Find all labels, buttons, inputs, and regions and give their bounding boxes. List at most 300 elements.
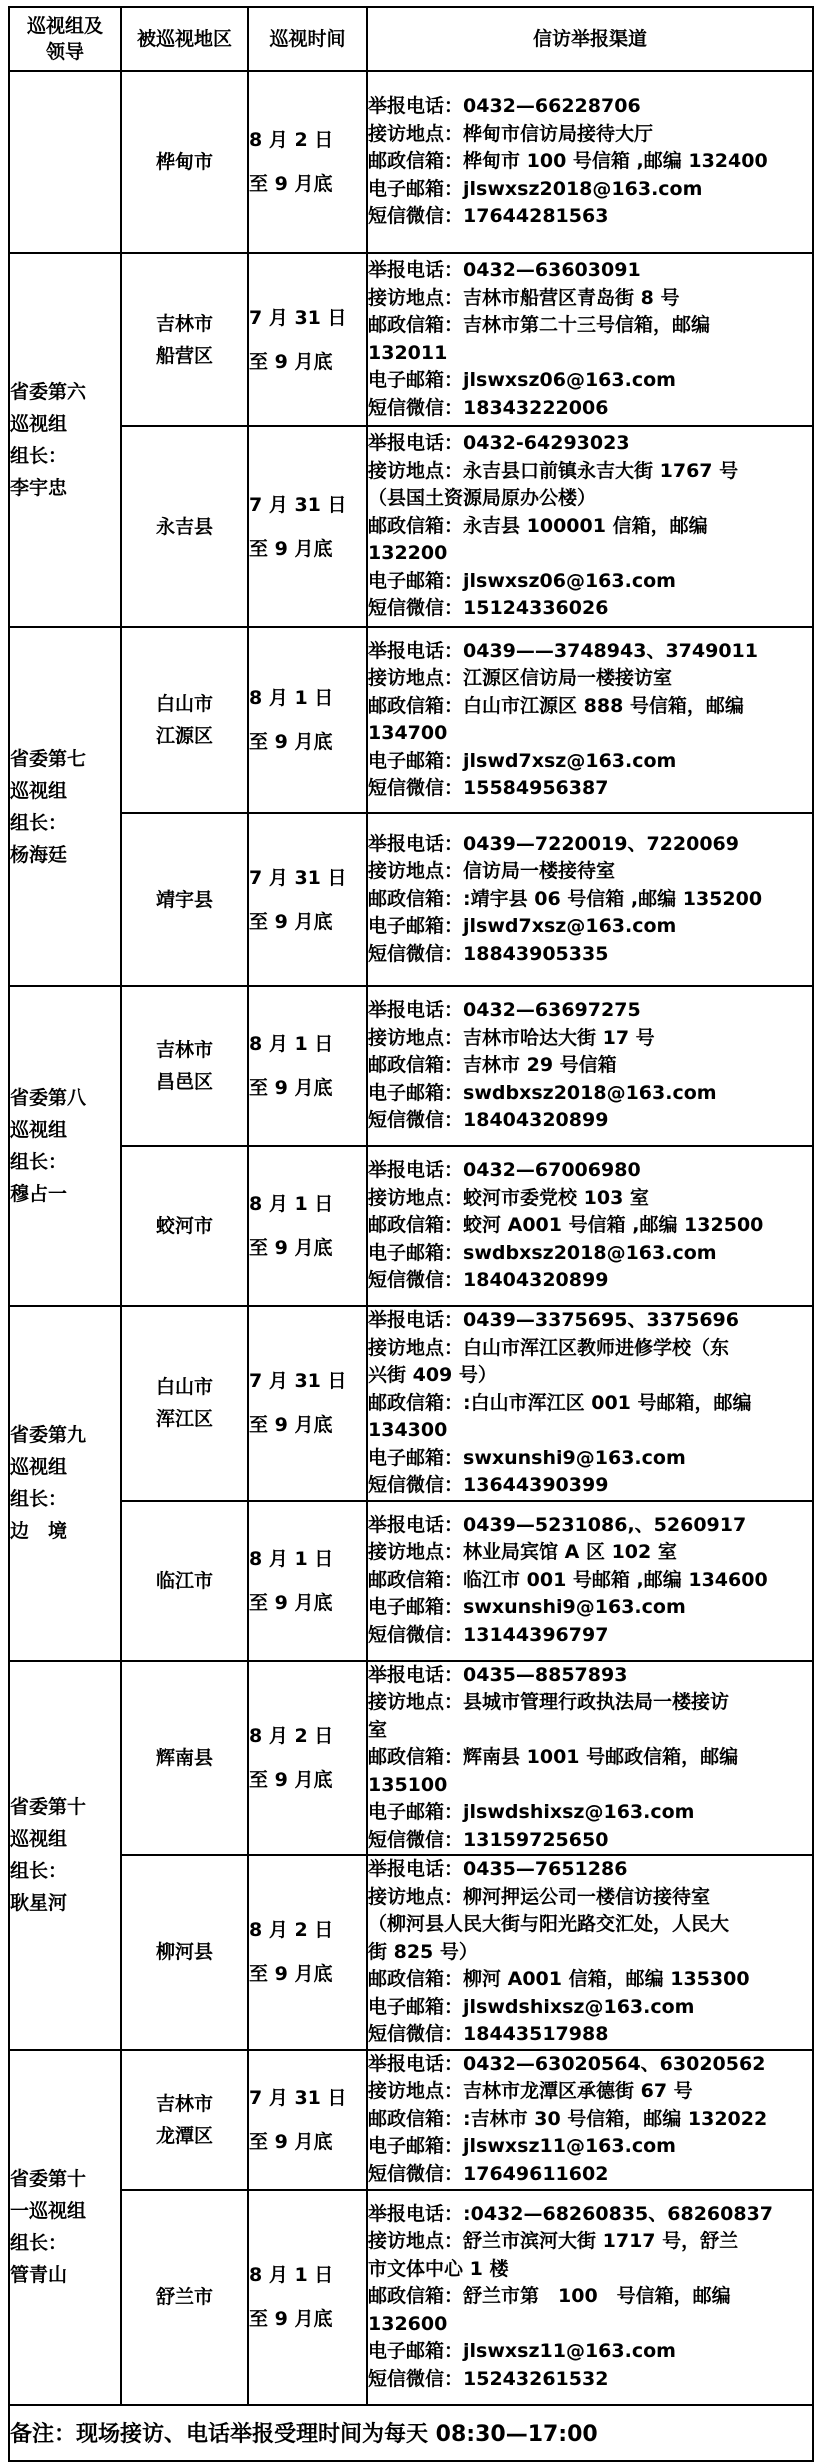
channel-value: jlswxsz06@163.com: [463, 369, 676, 391]
channels-cell: [367, 627, 813, 813]
region-name-line: 白山市: [155, 693, 213, 715]
channel-value: 信访局一楼接待室: [463, 860, 616, 883]
channel-line: [368, 1567, 812, 1595]
channel-label: 短信微信：: [368, 396, 464, 419]
channel-value: 17649611602: [463, 2162, 609, 2185]
channel-value: 0432—66228706: [463, 95, 641, 118]
channel-value: 13644390399: [463, 1474, 609, 1496]
region-cell: [121, 1661, 248, 1856]
channel-value: 舒兰市滨河大街 1717 号，舒兰: [463, 2230, 739, 2253]
inspection-group-cell: [9, 986, 121, 1306]
channel-value: swxunshi9@163.com: [463, 1446, 686, 1469]
channel-label: 举报电话：: [368, 432, 464, 455]
channel-line: [368, 1622, 812, 1650]
channel-label: 举报电话：: [368, 639, 464, 662]
region-name-line: 昌邑区: [155, 1071, 213, 1093]
channel-value: jlswxsz06@163.com: [463, 569, 676, 592]
channels-cell: [367, 1146, 813, 1306]
region-name-line: 靖宇县: [155, 888, 213, 911]
channel-label: 短信微信：: [368, 2367, 464, 2390]
channel-value: 白山市浑江区教师进修学校（东: [463, 1336, 730, 1359]
time-cell: [248, 1146, 367, 1306]
channel-value: 0435—7651286: [463, 1858, 628, 1880]
channel-line: [368, 1052, 812, 1080]
end-date: 至 9 月底: [249, 731, 333, 753]
channel-line: [368, 1744, 812, 1772]
channel-label: 电子邮箱：: [368, 1801, 464, 1823]
channel-label: 接访地点：: [368, 860, 464, 883]
channel-value: 蛟河 A001 号信箱 ,邮编 132500: [463, 1214, 764, 1237]
region-cell: [121, 2050, 248, 2190]
time-cell: [248, 253, 367, 426]
header-region: 被巡视地区: [121, 7, 248, 71]
channels-cell: [367, 1661, 813, 1856]
channel-line-continued: 134300: [368, 1419, 448, 1441]
channels-cell: [367, 2190, 813, 2405]
channel-label: 邮政信箱：: [368, 887, 464, 910]
channel-value: 18404320899: [463, 1269, 609, 1292]
channel-value: 13159725650: [463, 1828, 609, 1851]
start-date: 8 月 1 日: [249, 1193, 334, 1215]
group-leader-line: 组长：: [10, 1488, 68, 1511]
table-row: [9, 986, 813, 1146]
table-row: [9, 253, 813, 426]
channel-label: 邮政信箱：: [368, 2285, 464, 2308]
group-leader-line: 边 境: [10, 1520, 68, 1543]
start-date: 7 月 31 日: [249, 306, 347, 329]
time-cell: [248, 71, 367, 253]
group-leader-line: 巡视组: [10, 779, 68, 802]
channel-value: 15584956387: [463, 777, 609, 799]
group-leader-line: 省委第九: [10, 1424, 87, 1447]
inspection-group-cell: [9, 2050, 121, 2405]
channel-line-continued: 市文体中心 1 楼: [368, 2257, 509, 2280]
channel-line: [368, 395, 812, 423]
channel-value: 15243261532: [463, 2367, 609, 2390]
channel-value: 18404320899: [463, 1109, 609, 1132]
channel-line: [368, 93, 812, 121]
start-date: 8 月 1 日: [249, 687, 334, 709]
region-name-line: 船营区: [155, 344, 213, 367]
region-cell: [121, 1306, 248, 1501]
channel-line: [368, 1025, 812, 1053]
channel-value: jlswxsz2018@163.com: [463, 177, 703, 200]
channel-line: [368, 1994, 812, 2022]
table-body: [9, 71, 813, 2405]
channel-line: [368, 638, 812, 666]
channel-value: jlswdshixsz@163.com: [463, 1801, 695, 1823]
channel-value: 0432—63697275: [463, 999, 641, 1022]
channel-label: 短信微信：: [368, 777, 464, 799]
channel-line: [368, 203, 812, 231]
note-text: 备注：现场接访、电话举报受理时间为每天 08:30—17:00: [9, 2405, 813, 2461]
channel-line: [368, 1856, 812, 1884]
channel-label: 短信微信：: [368, 1109, 464, 1132]
channel-label: 接访地点：: [368, 1541, 464, 1564]
region-cell: [121, 986, 248, 1146]
channel-label: 接访地点：: [368, 1336, 464, 1359]
channel-line: [368, 430, 812, 458]
channel-label: 举报电话：: [368, 999, 464, 1022]
channel-value: :0432—68260835、68260837: [463, 2202, 774, 2225]
channel-value: 柳河 A001 信箱，邮编 135300: [463, 1968, 750, 1990]
channel-label: 邮政信箱：: [368, 514, 464, 537]
channel-value: 吉林市 29 号信箱: [463, 1054, 617, 1077]
group-leader-line: 组长：: [10, 1860, 68, 1882]
channel-line-continued: （柳河县人民大街与阳光路交汇处，人民大: [368, 1913, 730, 1935]
end-date: 至 9 月底: [249, 1768, 333, 1791]
group-leader-line: 李宇忠: [10, 477, 68, 499]
region-cell: [121, 627, 248, 813]
time-cell: [248, 2050, 367, 2190]
channel-label: 举报电话：: [368, 1858, 464, 1880]
channel-value: 林业局宾馆 A 区 102 室: [463, 1541, 677, 1564]
channel-line: [368, 2078, 812, 2106]
channel-value: :白山市浑江区 001 号邮箱，邮编: [463, 1391, 752, 1414]
time-cell: [248, 2190, 367, 2405]
channel-label: 邮政信箱：: [368, 1746, 464, 1768]
table-row: [9, 426, 813, 627]
channel-label: 短信微信：: [368, 1623, 464, 1646]
channel-line: [368, 176, 812, 204]
channel-label: 接访地点：: [368, 2080, 464, 2103]
channel-value: :吉林市 30 号信箱，邮编 132022: [463, 2107, 768, 2130]
end-date: 至 9 月底: [249, 537, 333, 560]
channel-line: [368, 1884, 812, 1912]
channel-value: 永吉县口前镇永吉大街 1767 号: [463, 459, 739, 482]
channel-line: [368, 858, 812, 886]
start-date: 7 月 31 日: [249, 493, 347, 516]
group-leader-line: 巡视组: [10, 1828, 68, 1850]
channel-label: 邮政信箱：: [368, 694, 464, 717]
channel-value: 白山市江源区 888 号信箱，邮编: [463, 694, 744, 717]
channel-line: [368, 2021, 812, 2049]
start-date: 8 月 2 日: [249, 1919, 334, 1942]
channel-line-continued: 135100: [368, 1773, 448, 1796]
channel-label: 短信微信：: [368, 205, 464, 228]
header-channels: 信访举报渠道: [367, 7, 813, 71]
channel-label: 电子邮箱：: [368, 915, 464, 938]
channel-line: [368, 2161, 812, 2189]
region-cell: [121, 253, 248, 426]
group-leader-line: 组长：: [10, 2232, 68, 2254]
channel-line: [368, 886, 812, 914]
start-date: 8 月 1 日: [249, 1547, 334, 1570]
channel-value: 蛟河市委党校 103 室: [463, 1186, 649, 1209]
channel-value: 永吉县 100001 信箱，邮编: [463, 514, 708, 537]
channel-value: 18343222006: [463, 396, 609, 419]
group-leader-line: 省委第十: [10, 2168, 87, 2190]
time-cell: [248, 1855, 367, 2050]
region-name-line: 辉南县: [155, 1746, 213, 1769]
channel-label: 举报电话：: [368, 1513, 464, 1536]
channel-label: 电子邮箱：: [368, 749, 464, 772]
header-group-leader-line1: 巡视组及: [26, 15, 103, 37]
table-row: [9, 1146, 813, 1306]
channel-label: 邮政信箱：: [368, 314, 464, 336]
channel-value: swxunshi9@163.com: [463, 1596, 686, 1619]
channel-line: [368, 2366, 812, 2394]
time-cell: [248, 627, 367, 813]
channel-line: [368, 595, 812, 623]
channel-value: 0439—5231086,、5260917: [463, 1513, 747, 1536]
end-date: 至 9 月底: [249, 1077, 333, 1099]
group-leader-line: 省委第十: [10, 1796, 87, 1818]
inspection-group-cell: [9, 71, 121, 253]
group-leader-line: 巡视组: [10, 1119, 68, 1141]
inspection-group-cell: [9, 1661, 121, 2050]
channel-line: [368, 513, 812, 541]
channel-value: 临江市 001 号邮箱 ,邮编 134600: [463, 1568, 768, 1591]
channels-cell: [367, 2050, 813, 2190]
region-name-line: 江源区: [155, 725, 213, 747]
channel-line-continued: （县国土资源局原办公楼）: [368, 487, 597, 510]
channel-line-continued: 132011: [368, 341, 448, 364]
channel-value: jlswdshixsz@163.com: [463, 1995, 695, 2018]
group-leader-line: 省委第七: [10, 747, 87, 770]
channel-line: [368, 1335, 812, 1363]
channel-value: jlswd7xsz@163.com: [463, 749, 677, 772]
channel-line: [368, 1662, 812, 1690]
channel-value: 吉林市第二十三号信箱，邮编: [463, 314, 711, 336]
channel-line: [368, 913, 812, 941]
channel-label: 电子邮箱：: [368, 1241, 464, 1264]
channel-line: [368, 2051, 812, 2079]
channel-label: 举报电话：: [368, 95, 464, 118]
channel-line: [368, 775, 812, 803]
channel-line-continued: 132200: [368, 542, 448, 565]
channel-line: [368, 1390, 812, 1418]
group-leader-line: 组长：: [10, 1151, 68, 1173]
channel-label: 接访地点：: [368, 1026, 464, 1049]
end-date: 至 9 月底: [249, 2130, 333, 2153]
region-name-line: 临江市: [155, 1569, 213, 1592]
table-row: [9, 1855, 813, 2050]
table-row: [9, 813, 813, 986]
region-cell: [121, 1501, 248, 1661]
channel-line: [368, 2228, 812, 2256]
channel-value: jlswxsz11@163.com: [463, 2135, 676, 2158]
channel-value: swdbxsz2018@163.com: [463, 1241, 717, 1264]
end-date: 至 9 月底: [249, 350, 333, 373]
inspection-table: [8, 6, 814, 2462]
channel-line: [368, 1827, 812, 1855]
channel-label: 短信微信：: [368, 2023, 464, 2045]
channel-line: [368, 1212, 812, 1240]
region-name-line: 桦甸市: [155, 151, 213, 173]
end-date: 至 9 月底: [249, 1237, 333, 1259]
end-date: 至 9 月底: [249, 1591, 333, 1614]
channel-line: [368, 367, 812, 395]
channel-line: [368, 1539, 812, 1567]
channel-label: 举报电话：: [368, 2052, 464, 2075]
channel-label: 电子邮箱：: [368, 569, 464, 592]
channel-line-continued: 街 825 号）: [368, 1940, 478, 1963]
group-leader-line: 穆占一: [10, 1183, 68, 1205]
channel-value: 0439——3748943、3749011: [463, 639, 758, 662]
end-date: 至 9 月底: [249, 910, 333, 933]
channel-label: 接访地点：: [368, 459, 464, 482]
table-row: [9, 1501, 813, 1661]
channel-label: 邮政信箱：: [368, 1568, 464, 1591]
time-cell: [248, 1661, 367, 1856]
region-cell: [121, 71, 248, 253]
channel-label: 电子邮箱：: [368, 1081, 464, 1104]
channel-value: 桦甸市 100 号信箱 ,邮编 132400: [463, 150, 768, 173]
group-leader-line: 省委第八: [10, 1087, 87, 1109]
channel-line: [368, 1107, 812, 1135]
channel-line: [368, 693, 812, 721]
channel-line: [368, 1594, 812, 1622]
channel-line: [368, 1080, 812, 1108]
channel-value: 18443517988: [463, 2023, 609, 2045]
region-name-line: 龙潭区: [155, 2124, 213, 2147]
channel-line: [368, 2283, 812, 2311]
channel-line: [368, 2106, 812, 2134]
channel-line: [368, 1799, 812, 1827]
channel-value: 吉林市龙潭区承德街 67 号: [463, 2080, 693, 2103]
channel-label: 电子邮箱：: [368, 177, 464, 200]
end-date: 至 9 月底: [249, 173, 333, 195]
group-leader-line: 耿星河: [10, 1892, 68, 1914]
region-name-line: 蛟河市: [155, 1215, 213, 1237]
channels-cell: [367, 426, 813, 627]
channel-label: 举报电话：: [368, 1309, 464, 1331]
region-name-line: 吉林市: [155, 2092, 213, 2115]
channel-line: [368, 121, 812, 149]
channel-line: [368, 1445, 812, 1473]
channel-label: 邮政信箱：: [368, 1054, 464, 1077]
channel-label: 举报电话：: [368, 1663, 464, 1686]
group-leader-line: 组长：: [10, 811, 68, 834]
channel-label: 邮政信箱：: [368, 1968, 464, 1990]
channel-label: 接访地点：: [368, 286, 464, 309]
channel-value: 吉林市船营区青岛街 8 号: [463, 286, 680, 309]
channel-value: 0432—63603091: [463, 259, 641, 281]
channel-line-continued: 134700: [368, 722, 448, 744]
channel-line: [368, 2133, 812, 2161]
table-row: [9, 1306, 813, 1501]
channel-label: 邮政信箱：: [368, 150, 464, 173]
channel-label: 举报电话：: [368, 2202, 464, 2225]
end-date: 至 9 月底: [249, 2308, 333, 2330]
group-leader-line: 组长：: [10, 445, 68, 467]
channel-line-continued: 室: [368, 1718, 388, 1741]
note-row: [9, 2405, 813, 2461]
table-row: [9, 627, 813, 813]
table-header-row: [9, 7, 813, 71]
channels-cell: [367, 253, 813, 426]
channel-label: 接访地点：: [368, 1885, 464, 1908]
region-name-line: 浑江区: [155, 1408, 213, 1431]
channel-value: 辉南县 1001 号邮政信箱，邮编: [463, 1746, 739, 1768]
channel-line: [368, 568, 812, 596]
channel-label: 接访地点：: [368, 667, 464, 689]
channel-value: 县城市管理行政执法局一楼接访: [463, 1691, 730, 1713]
time-cell: [248, 1306, 367, 1501]
region-cell: [121, 813, 248, 986]
channel-line: [368, 285, 812, 313]
channel-label: 举报电话：: [368, 259, 464, 281]
region-cell: [121, 1146, 248, 1306]
channel-label: 短信微信：: [368, 597, 464, 620]
channel-value: 0432—67006980: [463, 1159, 641, 1182]
channel-label: 举报电话：: [368, 1159, 464, 1182]
channel-label: 邮政信箱：: [368, 1214, 464, 1237]
channel-value: 柳河押运公司一楼信访接待室: [463, 1885, 711, 1908]
channel-value: 13144396797: [463, 1623, 609, 1646]
channel-line: [368, 458, 812, 486]
time-cell: [248, 986, 367, 1146]
table-row: [9, 2050, 813, 2190]
channel-line: [368, 1157, 812, 1185]
channel-value: 吉林市哈达大街 17 号: [463, 1026, 655, 1049]
channel-value: 桦甸市信访局接待大厅: [463, 122, 654, 145]
channel-value: 0439—7220019、7220069: [463, 832, 739, 855]
channel-line: [368, 997, 812, 1025]
region-cell: [121, 1855, 248, 2050]
group-leader-line: 巡视组: [10, 413, 68, 435]
channel-value: 0432-64293023: [463, 432, 630, 455]
table-row: [9, 1661, 813, 1856]
channel-label: 短信微信：: [368, 1474, 464, 1496]
group-leader-line: 杨海廷: [10, 843, 68, 866]
end-date: 至 9 月底: [249, 1963, 333, 1986]
channel-line: [368, 2338, 812, 2366]
channel-line: [368, 2201, 812, 2229]
channel-value: swdbxsz2018@163.com: [463, 1081, 717, 1104]
channel-value: 15124336026: [463, 597, 609, 620]
header-group-leader-line2: 领导: [45, 41, 84, 63]
channel-value: 江源区信访局一楼接访室: [463, 667, 673, 689]
channel-label: 接访地点：: [368, 2230, 464, 2253]
channel-line: [368, 1472, 812, 1500]
channel-value: 17644281563: [463, 205, 609, 228]
region-name-line: 柳河县: [155, 1941, 213, 1964]
group-leader-line: 省委第六: [10, 381, 87, 403]
channel-value: 舒兰市第 100 号信箱，邮编: [463, 2285, 731, 2308]
channels-cell: [367, 71, 813, 253]
start-date: 8 月 1 日: [249, 1033, 334, 1055]
start-date: 7 月 31 日: [249, 2086, 347, 2109]
start-date: 8 月 2 日: [249, 129, 334, 151]
channel-line: [368, 748, 812, 776]
region-name-line: 吉林市: [155, 1039, 213, 1061]
channel-line: [368, 148, 812, 176]
channel-line-continued: 132600: [368, 2312, 448, 2335]
region-name-line: 吉林市: [155, 312, 213, 335]
table-row: [9, 71, 813, 253]
channel-value: :靖宇县 06 号信箱 ,邮编 135200: [463, 887, 763, 910]
region-cell: [121, 426, 248, 627]
group-leader-line: 巡视组: [10, 1456, 68, 1479]
inspection-group-cell: [9, 627, 121, 986]
header-time: 巡视时间: [248, 7, 367, 71]
channel-line: [368, 1512, 812, 1540]
start-date: 8 月 1 日: [249, 2264, 334, 2286]
table-row: [9, 2190, 813, 2405]
channel-label: 电子邮箱：: [368, 2340, 464, 2363]
channel-line: [368, 831, 812, 859]
channel-label: 电子邮箱：: [368, 369, 464, 391]
channel-label: 接访地点：: [368, 1691, 464, 1713]
channel-label: 电子邮箱：: [368, 1446, 464, 1469]
channel-label: 接访地点：: [368, 1186, 464, 1209]
channel-label: 电子邮箱：: [368, 1995, 464, 2018]
region-name-line: 舒兰市: [155, 2286, 213, 2308]
start-date: 7 月 31 日: [249, 1370, 347, 1393]
channel-label: 电子邮箱：: [368, 2135, 464, 2158]
